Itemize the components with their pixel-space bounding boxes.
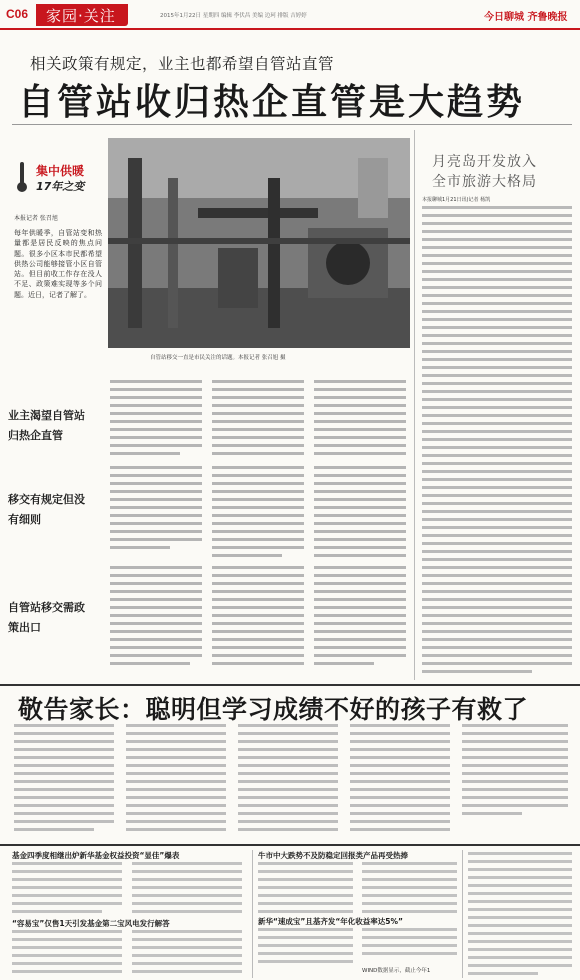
boiler-room-photo [108, 138, 410, 348]
header-rule [0, 28, 580, 30]
lead-kicker: 相关政策有规定，业主也都希望自管站直管 [30, 55, 335, 73]
masthead-logo: 今日聊城 齐鲁晚报 [484, 12, 568, 23]
bottom-left-body [12, 862, 244, 916]
feature-top-rule [0, 684, 580, 686]
subhead-3: 自管站移交需政策出口 [8, 601, 85, 634]
bottom-divider-2 [462, 850, 463, 978]
bottom-mid-body [258, 862, 458, 914]
side-story-body [422, 206, 572, 680]
page-header [0, 0, 580, 40]
header-meta: 2015年1月22日 星期四 编辑 李伏昌 美编 边珂 排版 吉婷婷 [160, 13, 307, 19]
series-badge [14, 158, 96, 198]
bottom-right-body [468, 852, 572, 976]
bottom-left-title: 基金四季度相继出炉新华基金权益投资“显佳”爆表 [12, 851, 180, 860]
feature-body [14, 722, 570, 840]
bottom-footer-note: WIND数据显示，截止今年1 [362, 968, 431, 974]
side-story-divider [414, 130, 415, 680]
bottom-left-body-2 [12, 930, 244, 976]
badge-line-2: 17年之变 [36, 180, 85, 193]
lead-body-columns [110, 380, 410, 672]
bottom-divider-1 [252, 850, 253, 978]
bottom-left-subtitle: “容易宝”仅售1天引发基金第二宝风电发行解答 [12, 919, 170, 928]
side-headline-1: 月亮岛开发放入 [432, 154, 537, 170]
subhead-1: 业主渴望自管站归热企直管 [8, 409, 85, 442]
bottom-mid-title: 牛市中大跌势不及防稳定回报类产品再受热捧 [258, 851, 408, 860]
lead-headline: 自管站收归热企直管是大趋势 [18, 82, 526, 123]
photo-caption: 自管站移交一直是市民关注的话题。本报记者 张召旭 摄 [150, 355, 286, 361]
bottom-mid-body-2 [258, 928, 458, 968]
section-title: 家园·关注 [46, 7, 116, 25]
subhead-2: 移交有规定但没有细则 [8, 493, 85, 526]
lead-byline: 本报记者 张召旭 [14, 215, 58, 222]
bottom-mid-subtitle: 新华“速成宝”且基齐发“年化收益率达5%” [258, 917, 403, 926]
page-code: C06 [6, 7, 29, 21]
badge-line-1: 集中供暖 [36, 164, 85, 178]
feature-headline: 敬告家长：聪明但学习成绩不好的孩子有救了 [18, 695, 529, 724]
side-byline: 本报聊城1月21日讯(记者 杨凯 [422, 197, 491, 203]
lead-intro: 每年供暖季，自管站变和热量都是居民反映的焦点问题。很多小区本市民都希望供热公司能够接管小区自管站。但目前收工作存在没人不足、政策难实现等多个问题。近日，记者了解了。 [14, 229, 102, 299]
bottom-band-rule [0, 844, 580, 846]
side-headline-2: 全市旅游大格局 [432, 174, 537, 190]
headline-divider [12, 124, 572, 125]
thermometer-icon [16, 162, 28, 192]
